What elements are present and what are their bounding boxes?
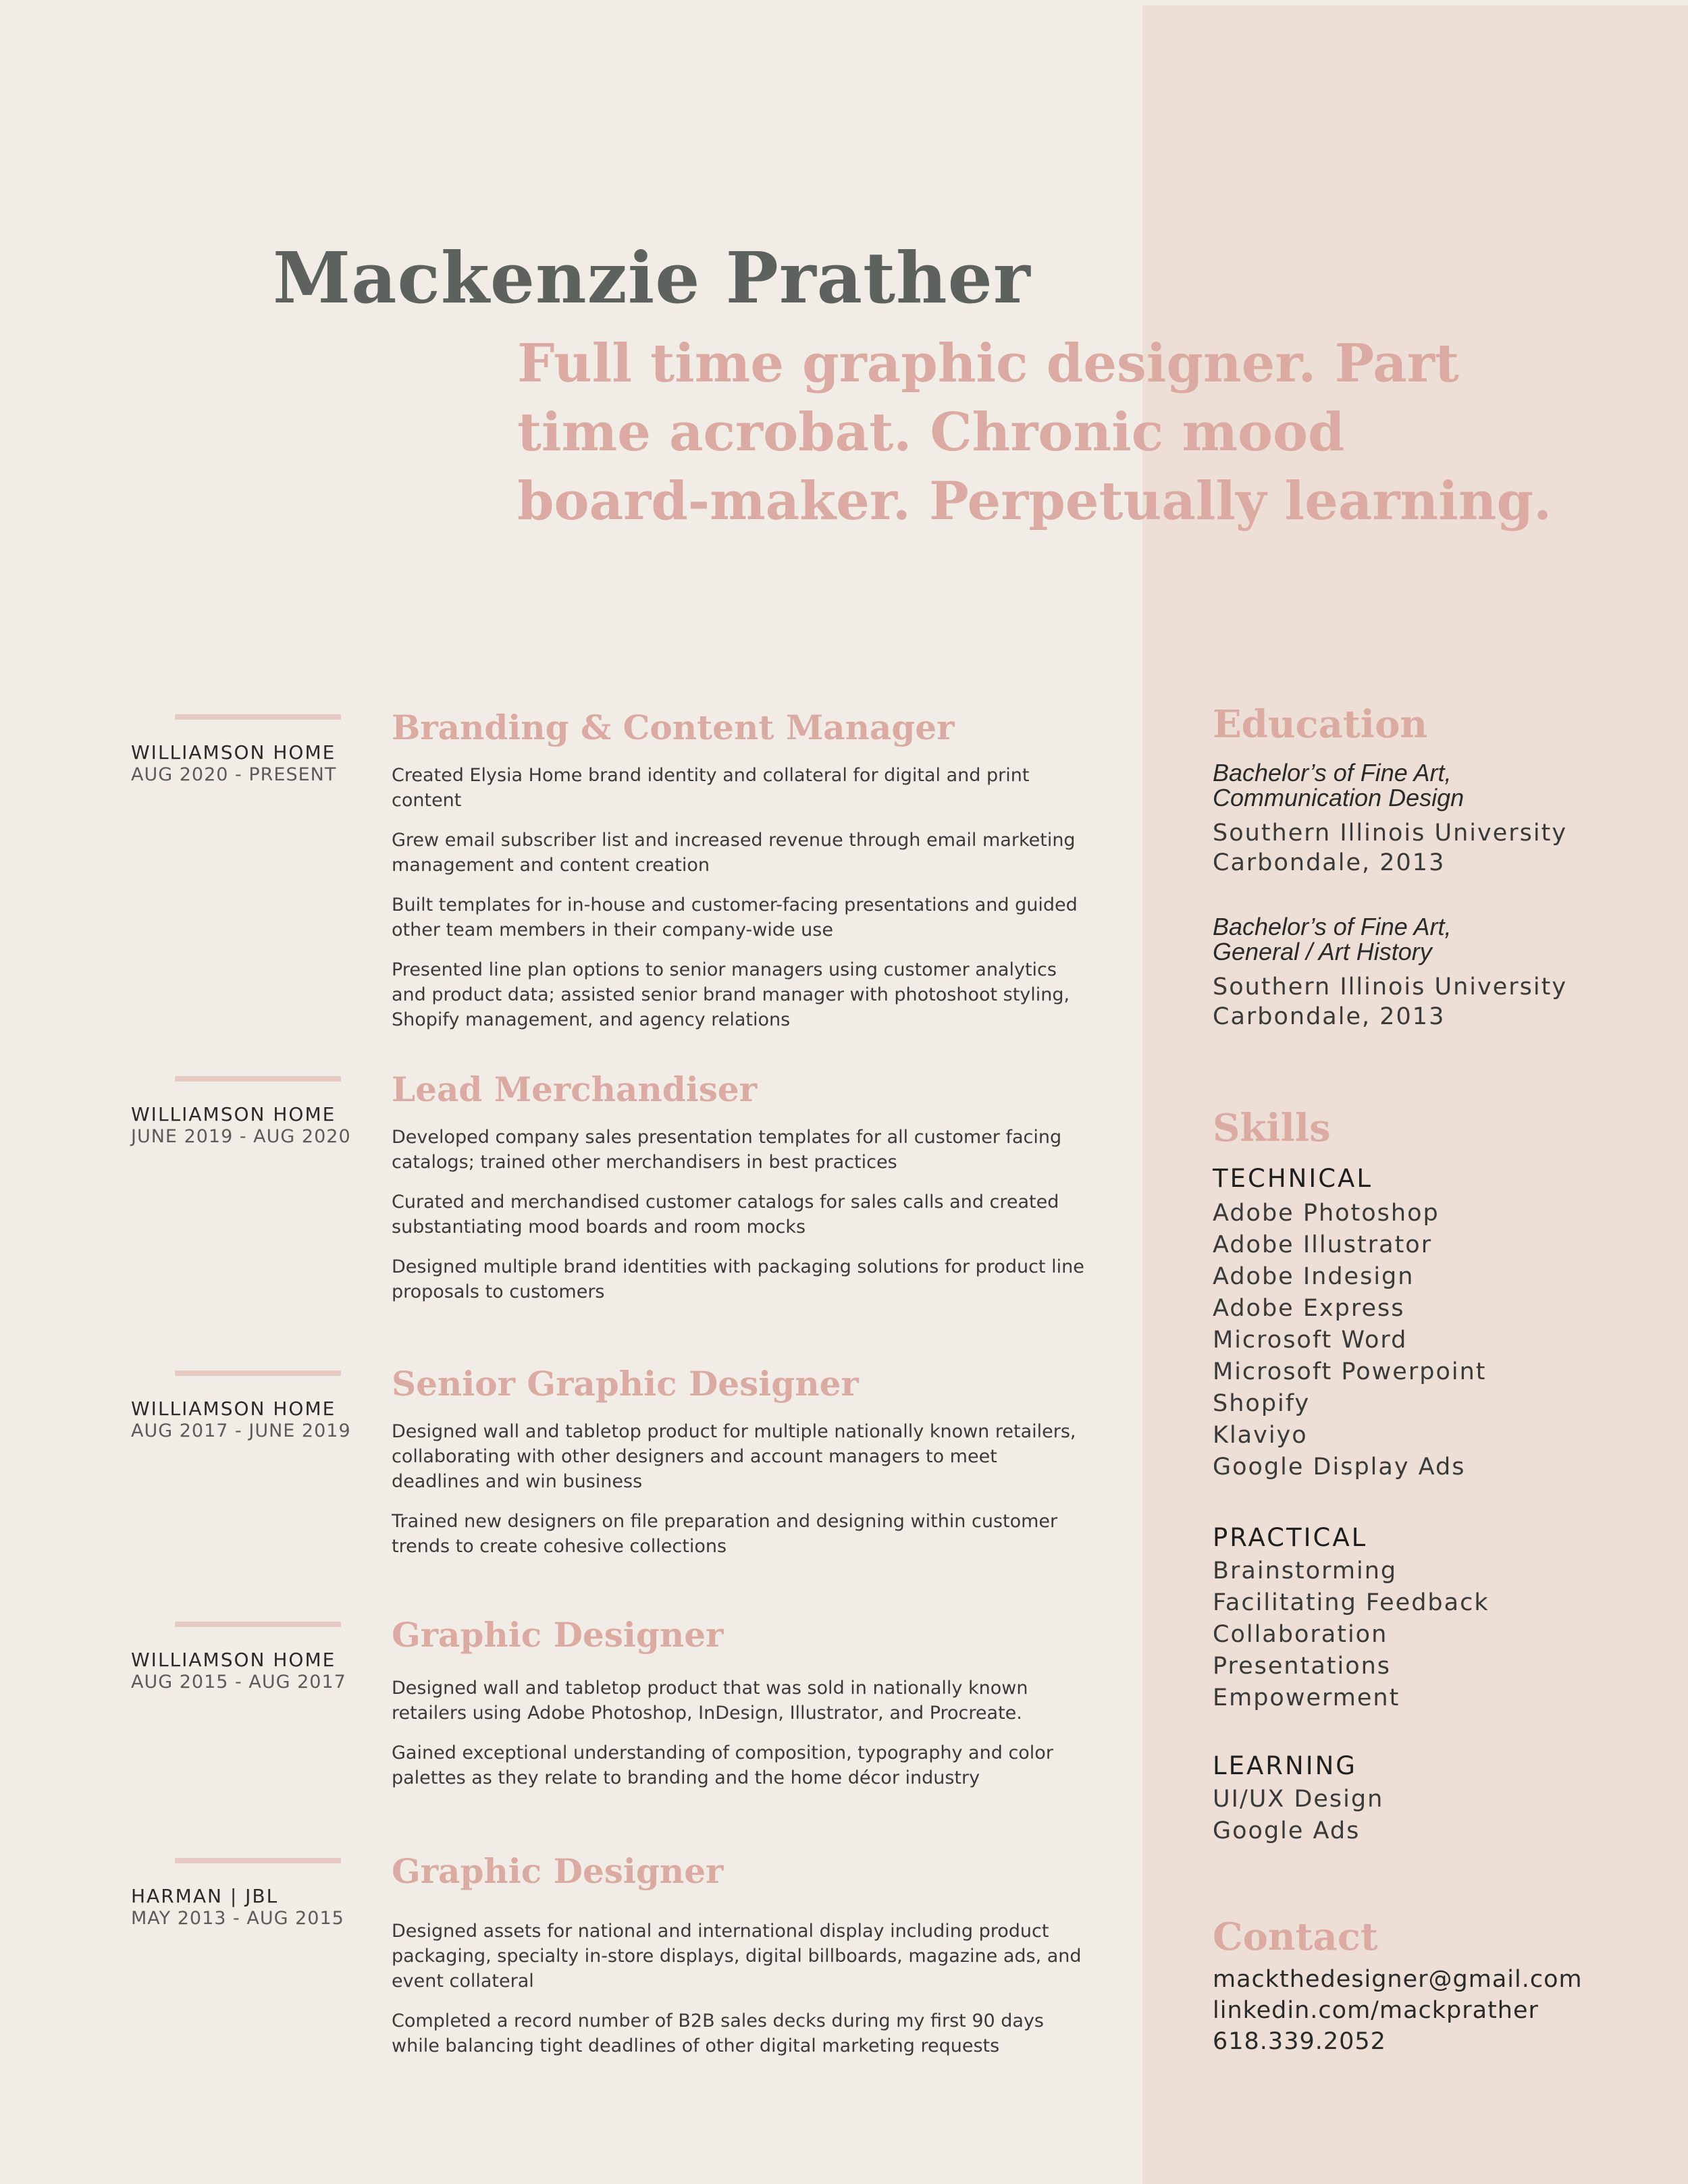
contact-heading: Contact bbox=[1213, 1915, 1378, 1959]
skill-item: UI/UX Design bbox=[1213, 1786, 1384, 1813]
skill-group-label: TECHNICAL bbox=[1213, 1164, 1373, 1193]
job-bullet: Trained new designers on file preparation and designing within customer trends to create cohesive collections bbox=[392, 1511, 1058, 1557]
tagline-line: time acrobat. Chronic mood bbox=[517, 402, 1345, 463]
job-dates: AUG 2015 - AUG 2017 bbox=[131, 1672, 346, 1693]
skill-list-learning bbox=[1213, 1784, 1383, 1847]
job-bullets bbox=[392, 1125, 1087, 1319]
skill-item: Empowerment bbox=[1213, 1684, 1400, 1711]
skill-item: Brainstorming bbox=[1213, 1557, 1398, 1584]
degree-line: Communication Design bbox=[1213, 784, 1465, 811]
job-bullet: Designed wall and tabletop product for multiple nationally known retailers, collaborating with other designers and account managers to meet deadlines and win business bbox=[392, 1421, 1076, 1492]
divider bbox=[175, 1622, 341, 1627]
skill-item: Collaboration bbox=[1213, 1621, 1388, 1648]
job-title: Graphic Designer bbox=[392, 1615, 724, 1655]
job-company: WILLIAMSON HOME bbox=[131, 741, 336, 764]
job-dates: MAY 2013 - AUG 2015 bbox=[131, 1908, 344, 1929]
skill-item: Microsoft Powerpoint bbox=[1213, 1358, 1487, 1385]
job-bullet: Designed assets for national and international display including product packaging, specialty in-store displays, digital billboards, magazine ads, and event collateral bbox=[392, 1921, 1082, 1992]
skill-item: Adobe Illustrator bbox=[1213, 1231, 1433, 1258]
divider bbox=[175, 714, 341, 720]
skill-item: Adobe Express bbox=[1213, 1295, 1405, 1322]
job-bullet: Developed company sales presentation templates for all customer facing catalogs; trained other merchandisers in best practices bbox=[392, 1127, 1062, 1173]
job-company: WILLIAMSON HOME bbox=[131, 1103, 336, 1125]
job-bullet: Created Elysia Home brand identity and collateral for digital and print content bbox=[392, 765, 1030, 811]
job-bullet: Grew email subscriber list and increased revenue through email marketing management and content creation bbox=[392, 830, 1076, 876]
job-company: WILLIAMSON HOME bbox=[131, 1649, 336, 1671]
degree-line: Bachelor’s of Fine Art, bbox=[1213, 759, 1452, 787]
job-bullet: Designed wall and tabletop product that was sold in nationally known retailers using Adobe Photoshop, InDesign, Illustrator, and Procreate. bbox=[392, 1678, 1028, 1724]
job-dates: AUG 2017 - JUNE 2019 bbox=[131, 1420, 351, 1441]
job-title: Branding & Content Manager bbox=[392, 708, 955, 747]
contact-email[interactable]: mackthedesigner@gmail.com bbox=[1213, 1966, 1583, 1993]
job-dates: AUG 2020 - PRESENT bbox=[131, 764, 337, 785]
job-bullet: Curated and merchandised customer catalogs for sales calls and created substantiating mood boards and room mocks bbox=[392, 1192, 1059, 1237]
candidate-name: Mackenzie Prather bbox=[273, 236, 1031, 319]
job-bullets bbox=[392, 1919, 1087, 2073]
skill-item: Shopify bbox=[1213, 1390, 1311, 1417]
tagline-line: Full time graphic designer. Part bbox=[517, 333, 1459, 394]
degree-line: General / Art History bbox=[1213, 938, 1432, 965]
job-bullet: Completed a record number of B2B sales decks during my first 90 days while balancing tight deadlines of other digital marketing requests bbox=[392, 2010, 1044, 2056]
school-location-year: Carbondale, 2013 bbox=[1213, 849, 1446, 876]
education-degree bbox=[1213, 914, 1645, 964]
education-degree bbox=[1213, 760, 1645, 810]
skill-item: Google Display Ads bbox=[1213, 1454, 1466, 1481]
tagline-line: board-maker. Perpetually learning. bbox=[517, 471, 1552, 532]
skill-item: Presentations bbox=[1213, 1653, 1392, 1680]
job-bullet: Built templates for in-house and customer-facing presentations and guided other team members in their company-wide use bbox=[392, 895, 1078, 940]
skill-item: Klaviyo bbox=[1213, 1422, 1308, 1449]
divider bbox=[175, 1076, 341, 1082]
school-name: Southern Illinois University bbox=[1213, 820, 1568, 847]
skill-item: Facilitating Feedback bbox=[1213, 1589, 1489, 1616]
skill-group-label: LEARNING bbox=[1213, 1751, 1357, 1780]
job-bullets bbox=[392, 763, 1087, 1047]
skill-item: Adobe Indesign bbox=[1213, 1263, 1415, 1290]
job-dates: JUNE 2019 - AUG 2020 bbox=[131, 1126, 351, 1147]
divider bbox=[175, 1858, 341, 1863]
skills-heading: Skills bbox=[1213, 1106, 1331, 1150]
job-bullets bbox=[392, 1419, 1087, 1574]
skill-item: Google Ads bbox=[1213, 1817, 1361, 1844]
education-heading: Education bbox=[1213, 702, 1428, 747]
job-title: Senior Graphic Designer bbox=[392, 1364, 859, 1404]
degree-line: Bachelor’s of Fine Art, bbox=[1213, 913, 1452, 940]
divider bbox=[175, 1370, 341, 1376]
school-name: Southern Illinois University bbox=[1213, 974, 1568, 1001]
skill-list-practical bbox=[1213, 1555, 1489, 1714]
contact-linkedin[interactable]: linkedin.com/mackprather bbox=[1213, 1997, 1539, 2024]
skill-item: Adobe Photoshop bbox=[1213, 1200, 1440, 1227]
job-title: Lead Merchandiser bbox=[392, 1069, 758, 1109]
education-school bbox=[1213, 818, 1658, 878]
tagline bbox=[517, 329, 1552, 536]
contact-phone: 618.339.2052 bbox=[1213, 2028, 1386, 2055]
education-school bbox=[1213, 972, 1658, 1032]
job-bullet: Designed multiple brand identities with packaging solutions for product line proposals to customers bbox=[392, 1256, 1084, 1302]
job-title: Graphic Designer bbox=[392, 1851, 724, 1891]
job-bullet: Gained exceptional understanding of composition, typography and color palettes as they relate to branding and the home décor industry bbox=[392, 1742, 1053, 1788]
job-bullet: Presented line plan options to senior managers using customer analytics and product data; assisted senior brand manager with photoshoot styling, Shopify management, and agency relations bbox=[392, 959, 1070, 1030]
job-bullets bbox=[392, 1676, 1087, 1805]
job-company: HARMAN | JBL bbox=[131, 1885, 279, 1907]
skill-item: Microsoft Word bbox=[1213, 1327, 1408, 1354]
job-company: WILLIAMSON HOME bbox=[131, 1397, 336, 1420]
school-location-year: Carbondale, 2013 bbox=[1213, 1003, 1446, 1030]
skill-list-technical bbox=[1213, 1198, 1486, 1483]
skill-group-label: PRACTICAL bbox=[1213, 1523, 1368, 1552]
